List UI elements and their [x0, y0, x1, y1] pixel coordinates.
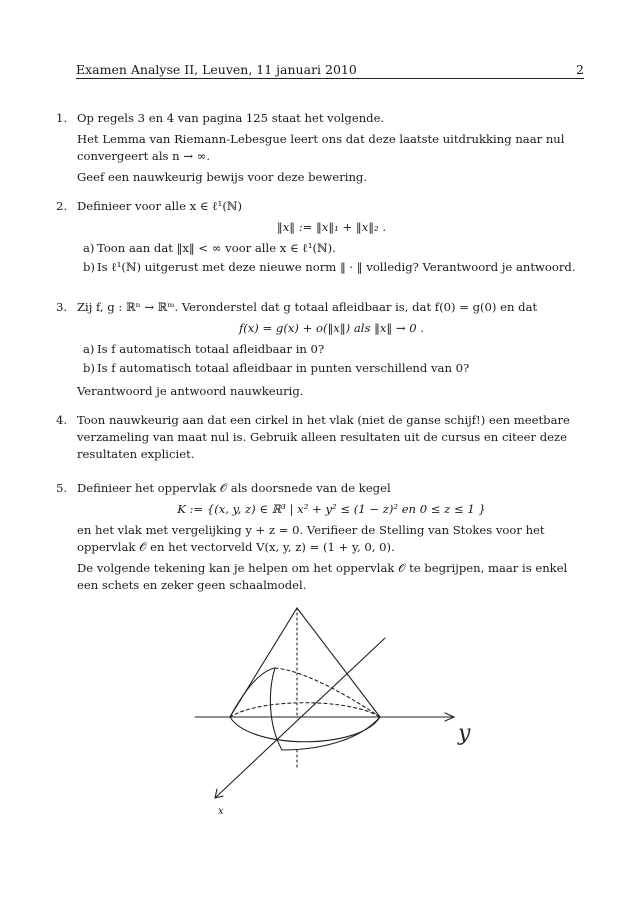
- question-text: Het Lemma van Riemann-Lebesgue leert ons dat deze laatste uitdrukking naar nul convergeert als n → ∞.: [77, 132, 565, 163]
- question-2: [56, 198, 586, 278]
- x-axis: [215, 638, 385, 798]
- cone-sketch: [190, 600, 480, 815]
- question-text: Geef een nauwkeurig bewijs voor deze bewering.: [77, 170, 368, 184]
- subquestion: [77, 341, 586, 358]
- question-number: 5.: [56, 481, 68, 495]
- question-text: Toon nauwkeurig aan dat een cirkel in het vlak (niet de ganse schijf!) een meetbare verzameling van maat nul is. Gebruik alleen resultaten uit de cursus en citeer deze resultaten expliciet.: [77, 413, 570, 461]
- x-axis-label: x: [218, 806, 224, 815]
- header-rule: [76, 78, 584, 79]
- question-text: De volgende tekening kan je helpen om het oppervlak 𝒪 te begrijpen, maar is enkel een schets en zeker geen schaalmodel.: [77, 561, 568, 592]
- question-3: [56, 299, 586, 404]
- subquestion-text: Is f automatisch totaal afleidbaar in punten verschillend van 0?: [97, 361, 470, 375]
- header-title: Examen Analyse II, Leuven, 11 januari 2010: [76, 62, 357, 77]
- question-number: 2.: [56, 199, 68, 213]
- cone-base-back: [230, 703, 380, 717]
- question-intro: Definieer het oppervlak 𝒪 als doorsnede van de kegel: [77, 481, 391, 495]
- subquestion: [77, 360, 586, 377]
- question-intro: Definieer voor alle x ∈ ℓ¹(ℕ): [77, 199, 242, 213]
- question-text: en het vlak met vergelijking y + z = 0. Verifieer de Stelling van Stokes voor het oppervlak 𝒪 en het vectorveld V(x, y, z) = (1 + y, 0, 0).: [77, 523, 545, 554]
- y-axis-label: y: [458, 721, 471, 746]
- subquestion-text: Is ℓ¹(ℕ) uitgerust met deze nieuwe norm ‖ · ‖ volledig? Verantwoord je antwoord.: [97, 260, 576, 274]
- display-equation: K := {(x, y, z) ∈ ℝ³ | x² + y² ≤ (1 − z)² en 0 ≤ z ≤ 1 }: [177, 502, 486, 516]
- page-header: [76, 62, 584, 77]
- question-4: [56, 412, 586, 467]
- question-number: 4.: [56, 413, 68, 427]
- display-equation: f(x) = g(x) + o(‖x‖) als ‖x‖ → 0 .: [238, 321, 425, 335]
- cone-outline: [230, 608, 380, 717]
- subquestion-text: Toon aan dat ‖x‖ < ∞ voor alle x ∈ ℓ¹(ℕ).: [97, 241, 336, 255]
- question-text: Op regels 3 en 4 van pagina 125 staat het volgende.: [77, 111, 385, 125]
- question-5: [56, 480, 586, 598]
- question-number: 3.: [56, 300, 68, 314]
- subquestion-label: a): [83, 241, 95, 255]
- subquestion-text: Is f automatisch totaal afleidbaar in 0?: [97, 342, 325, 356]
- cone-base-front: [230, 717, 380, 742]
- subquestion-label: a): [83, 342, 95, 356]
- question-outro: Verantwoord je antwoord nauwkeurig.: [77, 384, 304, 398]
- question-number: 1.: [56, 111, 68, 125]
- subquestion-label: b): [83, 260, 95, 274]
- page-number: 2: [576, 62, 584, 77]
- subquestion: [77, 259, 586, 276]
- question-intro: Zij f, g : ℝⁿ → ℝᵐ. Veronderstel dat g totaal afleidbaar is, dat f(0) = g(0) en dat: [77, 300, 538, 314]
- display-equation: ‖x‖ := ‖x‖₁ + ‖x‖₂ .: [276, 220, 387, 234]
- subquestion: [77, 240, 586, 257]
- subquestion-label: b): [83, 361, 95, 375]
- question-1: [56, 110, 586, 190]
